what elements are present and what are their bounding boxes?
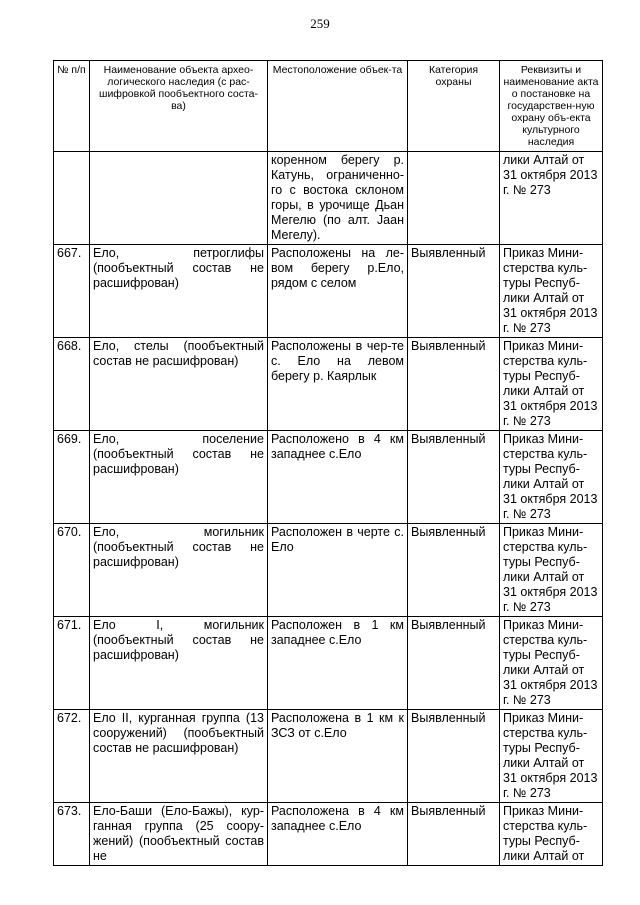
cell-num: 673. [54,803,90,866]
cell-location: Расположена в 1 км к ЗСЗ от с.Ело [268,710,408,803]
cell-location: Расположена в 4 км западнее с.Ело [268,803,408,866]
cell-name: Ело, стелы (пообъектный состав не расшифрован) [90,338,268,431]
cell-location: Расположено в 4 км западнее с.Ело [268,431,408,524]
cell-name: Ело, поселение (пообъектный состав не расшифрован) [90,431,268,524]
header-num: № п/п [54,61,90,152]
cell-requisites: лики Алтай от 31 октября 2013 г. № 273 [500,152,603,245]
cell-num: 668. [54,338,90,431]
table-row [54,617,603,710]
cell-location: коренном берегу р. Катунь, ограниченно-го с востока склоном горы, в урочище Дьан Мегелю (по алт. Jаан Мегелу). [268,152,408,245]
cell-requisites: Приказ Мини-стерства куль-туры Респуб-лики Алтай от 31 октября 2013 г. № 273 [500,338,603,431]
cell-location: Расположены в чер-те с. Ело на левом берегу р. Каярлык [268,338,408,431]
cell-category: Выявленный [408,803,500,866]
cell-category: Выявленный [408,338,500,431]
cell-name: Ело, могильник (пообъектный состав не расшифрован) [90,524,268,617]
header-category: Категория охраны [408,61,500,152]
cell-requisites: Приказ Мини-стерства куль-туры Респуб-лики Алтай от 31 октября 2013 г. № 273 [500,617,603,710]
cell-name: Ело I, могильник (пообъектный состав не расшифрован) [90,617,268,710]
cell-location: Расположен в 1 км западнее с.Ело [268,617,408,710]
header-location: Местоположение объек-та [268,61,408,152]
table-row [54,524,603,617]
page-number: 259 [310,16,330,31]
table-row [54,245,603,338]
cell-requisites: Приказ Мини-стерства куль-туры Респуб-лики Алтай от [500,803,603,866]
cell-name: Ело II, курганная группа (13 сооружений) (пообъектный состав не расшифрован) [90,710,268,803]
heritage-registry-table [53,60,603,866]
header-requisites: Реквизиты и наименование акта о постановке на государствен-ную охрану объ-екта культурного наследия [500,61,603,152]
table-row-continuation [54,152,603,245]
cell-category: Выявленный [408,245,500,338]
cell-location: Расположен в черте с. Ело [268,524,408,617]
table-row [54,803,603,866]
cell-category: Выявленный [408,710,500,803]
cell-location: Расположены на ле-вом берегу р.Ело, рядом с селом [268,245,408,338]
cell-category: Выявленный [408,431,500,524]
cell-category [408,152,500,245]
cell-num: 672. [54,710,90,803]
cell-name [90,152,268,245]
cell-name: Ело-Баши (Ело-Бажы), кур-ганная группа (25 соору-жений) (пообъектный состав не [90,803,268,866]
cell-num: 671. [54,617,90,710]
cell-num: 670. [54,524,90,617]
table-row [54,710,603,803]
cell-num [54,152,90,245]
cell-num: 669. [54,431,90,524]
cell-category: Выявленный [408,617,500,710]
cell-num: 667. [54,245,90,338]
header-name: Наименование объекта архео-логического наследия (с рас-шифровкой пообъектного соста-ва) [90,61,268,152]
table-header-row [54,61,603,152]
cell-requisites: Приказ Мини-стерства куль-туры Респуб-лики Алтай от 31 октября 2013 г. № 273 [500,245,603,338]
cell-requisites: Приказ Мини-стерства куль-туры Респуб-лики Алтай от 31 октября 2013 г. № 273 [500,524,603,617]
table-row [54,338,603,431]
table-row [54,431,603,524]
cell-requisites: Приказ Мини-стерства куль-туры Респуб-лики Алтай от 31 октября 2013 г. № 273 [500,431,603,524]
cell-requisites: Приказ Мини-стерства куль-туры Респуб-лики Алтай от 31 октября 2013 г. № 273 [500,710,603,803]
cell-category: Выявленный [408,524,500,617]
cell-name: Ело, петроглифы (пообъектный состав не расшифрован) [90,245,268,338]
